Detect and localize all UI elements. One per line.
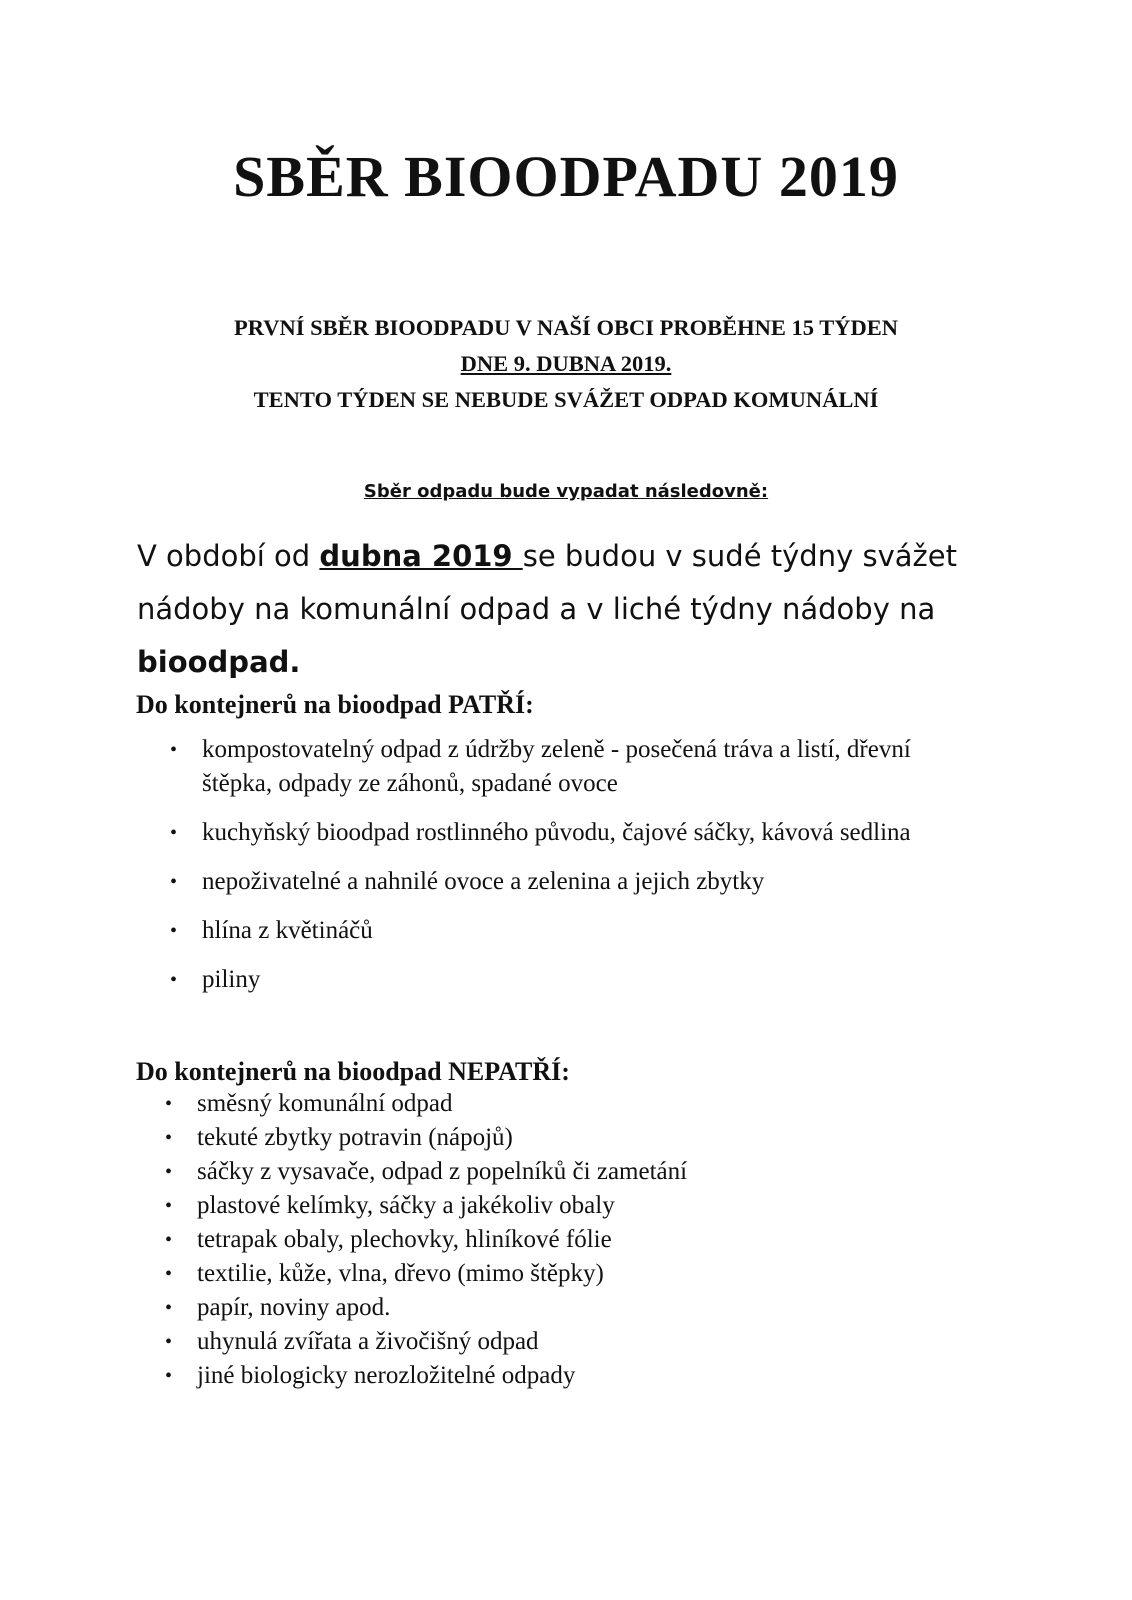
collection-notice [0,310,1132,418]
belongs-list [170,733,970,1012]
list-item: • tetrapak obaly, plechovky, hliníkové fólie [165,1223,925,1257]
list-item: • piliny [170,963,970,997]
list-item: • tekuté zbytky potravin (nápojů) [165,1121,925,1155]
not-belongs-heading: Do kontejnerů na bioodpad NEPATŘÍ: [136,1057,570,1086]
list-item: • nepoživatelné a nahnilé ovoce a zelenina a jejich zbytky [170,865,970,899]
schedule-subheading: Sběr odpadu bude vypadat následovně: [363,481,769,502]
list-item: • sáčky z vysavače, odpad z popelníků či zametání [165,1155,925,1189]
schedule-text-end: bioodpad. [137,645,301,679]
schedule-text-middle: se budou v sudé týdny svážet nádoby na komunální odpad a v liché týdny nádoby na [137,539,957,626]
list-item: • jiné biologicky nerozložitelné odpady [165,1359,925,1393]
list-item: • papír, noviny apod. [165,1291,925,1325]
belongs-heading: Do kontejnerů na bioodpad PATŘÍ: [136,690,534,719]
list-item: • směsný komunální odpad [165,1087,925,1121]
notice-line-3: TENTO TÝDEN SE NEBUDE SVÁŽET ODPAD KOMUNÁLNÍ [253,387,879,412]
page-title: SBĚR BIOODPADU 2019 [233,144,899,209]
schedule-paragraph [137,530,1017,689]
list-item: • kompostovatelný odpad z údržby zeleně - posečená tráva a listí, dřevní štěpka, odpady ze záhonů, spadané ovoce [170,733,970,801]
schedule-text-start: V období od [137,539,320,573]
list-item: • textilie, kůže, vlna, dřevo (mimo štěpky) [165,1257,925,1291]
notice-date: DNE 9. DUBNA 2019. [460,351,672,376]
list-item: • plastové kelímky, sáčky a jakékoliv obaly [165,1189,925,1223]
list-item: • uhynulá zvířata a živočišný odpad [165,1325,925,1359]
list-item: • hlína z květináčů [170,914,970,948]
list-item: • kuchyňský bioodpad rostlinného původu, čajové sáčky, kávová sedlina [170,816,970,850]
not-belongs-list [165,1087,925,1393]
schedule-start-date: dubna 2019 [319,539,523,573]
notice-line-1: PRVNÍ SBĚR BIOODPADU V NAŠÍ OBCI PROBĚHNE 15 TÝDEN [234,315,898,340]
